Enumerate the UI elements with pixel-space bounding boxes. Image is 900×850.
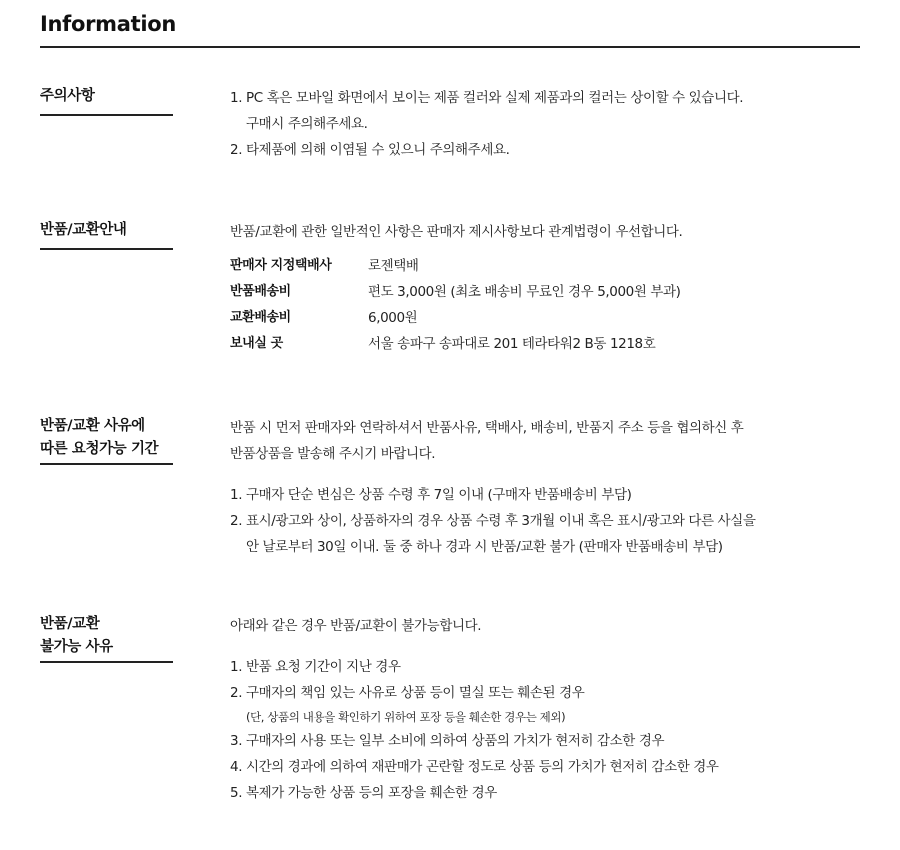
impossible-heading-underline: [40, 661, 173, 663]
period-heading-line-1: 반품/교환 사유에: [40, 418, 145, 434]
returns-row-label: 판매자 지정택배사: [230, 258, 332, 273]
impossible-item-2-note: (단, 상품의 내용을 확인하기 위하여 포장 등을 훼손한 경우는 제외): [246, 710, 566, 724]
caution-heading: [40, 85, 173, 108]
returns-row-return-fee: [230, 279, 860, 305]
caution-line-1-cont: 구매시 주의해주세요.: [246, 116, 368, 132]
returns-body: [230, 219, 860, 357]
returns-heading-text: 반품/교환안내: [40, 222, 127, 238]
returns-row-address: [230, 331, 860, 357]
returns-row-value: 편도 3,000원 (최초 배송비 무료인 경우 5,000원 부과): [368, 284, 681, 300]
impossible-heading-line-2: 불가능 사유: [40, 639, 113, 655]
caution-line-2: 2. 타제품에 의해 이염될 수 있으니 주의해주세요.: [230, 142, 510, 158]
impossible-item-5: 5. 복제가 가능한 상품 등의 포장을 훼손한 경우: [230, 785, 497, 801]
returns-row-label: 교환배송비: [230, 310, 291, 325]
period-item-2-cont: 안 날로부터 30일 이내. 둘 중 하나 경과 시 반품/교환 불가 (판매자 반품배송비 부담): [246, 539, 723, 555]
returns-row-label: 보내실 곳: [230, 336, 283, 351]
period-heading-underline: [40, 463, 173, 465]
returns-heading-underline: [40, 248, 173, 250]
returns-row-value: 6,000원: [368, 310, 418, 326]
returns-intro: 반품/교환에 관한 일반적인 사항은 판매자 제시사항보다 관계법령이 우선합니다.: [230, 224, 683, 240]
period-body: [230, 415, 860, 560]
impossible-item-2: 2. 구매자의 책임 있는 사유로 상품 등이 멸실 또는 훼손된 경우: [230, 685, 585, 701]
impossible-body: [230, 613, 860, 806]
period-item-1: 1. 구매자 단순 변심은 상품 수령 후 7일 이내 (구매자 반품배송비 부담): [230, 487, 632, 503]
page-title: Information: [40, 12, 177, 36]
returns-heading: [40, 219, 173, 242]
impossible-heading-line-1: 반품/교환: [40, 616, 100, 632]
impossible-intro: 아래와 같은 경우 반품/교환이 불가능합니다.: [230, 618, 482, 634]
period-item-2: 2. 표시/광고와 상이, 상품하자의 경우 상품 수령 후 3개월 이내 혹은 표시/광고와 다른 사실을: [230, 513, 756, 529]
returns-row-exchange-fee: [230, 305, 860, 331]
caution-heading-underline: [40, 114, 173, 116]
period-intro-line-1: 반품 시 먼저 판매자와 연락하셔서 반품사유, 택배사, 배송비, 반품지 주소 등을 협의하신 후: [230, 420, 744, 436]
impossible-heading: [40, 613, 173, 659]
returns-row-courier: [230, 253, 860, 279]
impossible-item-1: 1. 반품 요청 기간이 지난 경우: [230, 659, 401, 675]
impossible-item-4: 4. 시간의 경과에 의하여 재판매가 곤란할 정도로 상품 등의 가치가 현저히 감소한 경우: [230, 759, 719, 775]
caution-heading-text: 주의사항: [40, 88, 95, 104]
period-heading-line-2: 따른 요청가능 기간: [40, 441, 159, 457]
title-divider: [40, 46, 860, 48]
returns-row-value: 서울 송파구 송파대로 201 테라타워2 B동 1218호: [368, 336, 656, 352]
period-intro-line-2: 반품상품을 발송해 주시기 바랍니다.: [230, 446, 436, 462]
caution-body: [230, 85, 860, 163]
returns-row-value: 로젠택배: [368, 258, 419, 274]
returns-row-label: 반품배송비: [230, 284, 291, 299]
caution-line-1: 1. PC 혹은 모바일 화면에서 보이는 제품 컬러와 실제 제품과의 컬러는 상이할 수 있습니다.: [230, 90, 744, 106]
period-heading: [40, 415, 173, 461]
impossible-item-3: 3. 구매자의 사용 또는 일부 소비에 의하여 상품의 가치가 현저히 감소한 경우: [230, 733, 665, 749]
